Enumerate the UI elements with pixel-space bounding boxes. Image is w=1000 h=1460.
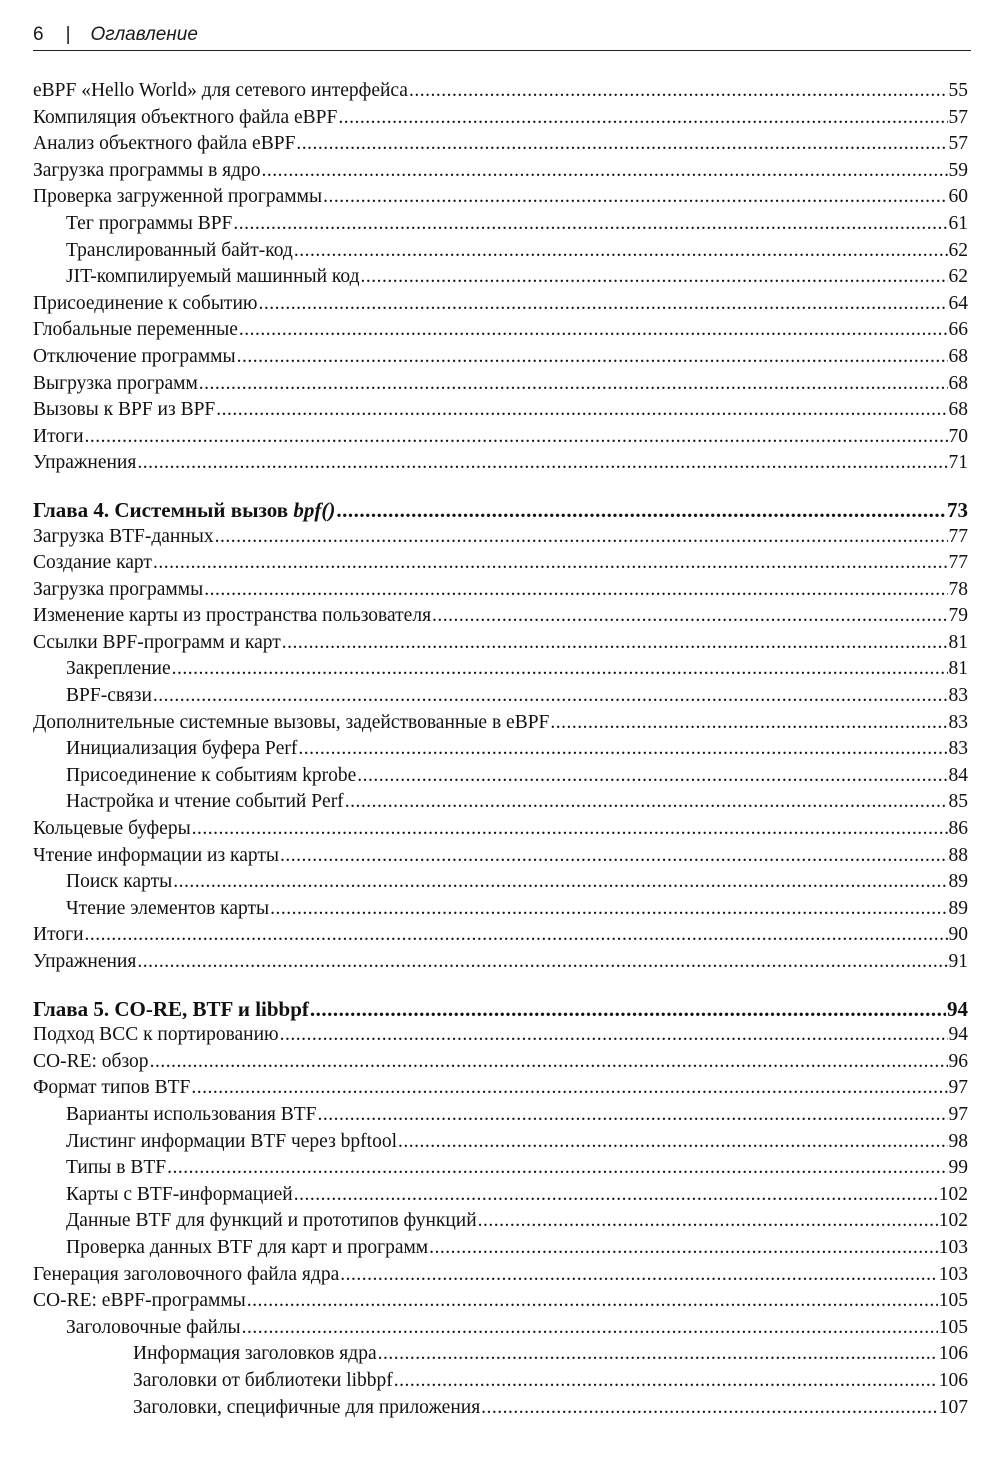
toc-entry[interactable] — [33, 1341, 968, 1368]
toc-entry-title: Дополнительные системные вызовы, задействованные в eBPF — [33, 711, 550, 733]
toc-entry-title: Инициализация буфера Perf — [66, 738, 298, 760]
toc-entry[interactable] — [33, 1368, 968, 1395]
toc-entry-title: Формат типов BTF — [33, 1077, 191, 1099]
dot-leader — [242, 1315, 938, 1342]
dot-leader — [153, 550, 948, 577]
dot-leader — [298, 736, 947, 763]
toc-entry[interactable] — [33, 317, 968, 344]
dot-leader — [216, 397, 947, 424]
toc-entry[interactable] — [33, 397, 968, 424]
toc-entry-title: Отключение программы — [33, 345, 236, 367]
toc-entry[interactable] — [33, 656, 968, 683]
toc-entry-title: Изменение карты из пространства пользователя — [33, 605, 432, 627]
toc-entry-page-number: 77 — [948, 552, 968, 574]
toc-entry-title: Загрузка BTF-данных — [33, 525, 214, 547]
dot-leader — [318, 1102, 948, 1129]
toc-entry-title: Упражнения — [33, 951, 137, 972]
toc-entry-page-number: 68 — [948, 399, 968, 421]
toc-entry-page-number: 103 — [938, 1263, 968, 1285]
toc-entry-title: Подход BCC к портированию — [33, 1024, 279, 1046]
dot-leader — [361, 264, 948, 291]
toc-entry-page-number: 96 — [948, 1050, 968, 1072]
dot-leader — [247, 1288, 938, 1315]
toc-entry-title: Листинг информации BTF через bpftool — [66, 1130, 397, 1152]
toc-entry-title: Вызовы к BPF из BPF — [33, 399, 216, 421]
toc-entry[interactable] — [33, 816, 968, 843]
toc-entry[interactable] — [33, 1129, 968, 1156]
toc-entry-title: Загрузка программы в ядро — [33, 159, 261, 181]
toc-entry[interactable] — [33, 949, 968, 976]
dot-leader — [137, 450, 947, 477]
toc-entry-title: Компиляция объектного файла eBPF — [33, 106, 338, 128]
dot-leader — [150, 1049, 948, 1076]
toc-entry-page-number: 61 — [948, 212, 968, 234]
toc-entry-page-number: 84 — [948, 764, 968, 786]
toc-entry-page-number: 68 — [948, 345, 968, 367]
toc-entry-title: Поиск карты — [66, 871, 173, 893]
toc-entry[interactable] — [33, 450, 968, 477]
toc-entry-title: Кольцевые буферы — [33, 818, 191, 840]
toc-entry-page-number: 77 — [948, 525, 968, 547]
dot-leader — [199, 371, 948, 398]
toc-entry-page-number: 64 — [948, 292, 968, 314]
dot-leader — [310, 996, 946, 1023]
toc-entry[interactable] — [33, 896, 968, 923]
dot-leader — [191, 1075, 947, 1102]
chapter-heading-4[interactable] — [33, 497, 968, 524]
toc-entry-page-number: 105 — [938, 1316, 968, 1338]
chapter-page-number: 73 — [947, 497, 968, 522]
toc-entry[interactable] — [33, 1022, 968, 1049]
toc-entry-title: Информация заголовков ядра — [133, 1343, 377, 1365]
toc-entry[interactable] — [33, 211, 968, 238]
dot-leader — [172, 656, 948, 683]
toc-entry-page-number: 83 — [948, 738, 968, 760]
table-of-contents — [33, 78, 968, 1421]
toc-entry[interactable] — [33, 1049, 968, 1076]
toc-entry[interactable] — [33, 577, 968, 604]
toc-entry-page-number: 81 — [948, 631, 968, 653]
toc-entry[interactable] — [33, 1182, 968, 1209]
dot-leader — [481, 1395, 938, 1422]
toc-entry-title: Создание карт — [33, 552, 152, 574]
toc-entry-page-number: 107 — [938, 1396, 968, 1418]
toc-entry[interactable] — [33, 1262, 968, 1289]
toc-entry-page-number: 71 — [948, 452, 968, 474]
toc-entry-title: Закрепление — [66, 658, 171, 680]
toc-entry[interactable] — [33, 710, 968, 737]
dot-leader — [294, 238, 948, 265]
toc-entry[interactable] — [33, 371, 968, 398]
toc-entry[interactable] — [33, 869, 968, 896]
toc-entry[interactable] — [33, 1075, 968, 1102]
dot-leader — [478, 1208, 938, 1235]
chapter-title: Глава 5. CO-RE, BTF и libbpf — [33, 996, 309, 1021]
toc-entry-title: Присоединение к событию — [33, 292, 258, 314]
toc-entry-title: eBPF «Hello World» для сетевого интерфейса — [33, 80, 408, 101]
toc-entry-page-number: 66 — [948, 319, 968, 341]
toc-entry-page-number: 62 — [948, 239, 968, 261]
dot-leader — [357, 763, 947, 790]
toc-entry[interactable] — [33, 550, 968, 577]
toc-entry-page-number: 60 — [948, 186, 968, 208]
toc-entry-page-number: 79 — [948, 605, 968, 627]
toc-entry[interactable] — [33, 1235, 968, 1262]
toc-entry-page-number: 106 — [938, 1369, 968, 1391]
toc-entry-title: BPF-связи — [66, 685, 152, 707]
toc-entry-page-number: 68 — [948, 372, 968, 394]
toc-section-chapter-5 — [33, 1022, 968, 1421]
toc-entry[interactable] — [33, 1315, 968, 1342]
toc-entry-title: Типы в BTF — [66, 1157, 167, 1179]
toc-entry-title: CO-RE: eBPF-программы — [33, 1290, 246, 1312]
dot-leader — [167, 1155, 947, 1182]
header-rule — [33, 50, 971, 51]
dot-leader — [378, 1341, 938, 1368]
toc-entry-title: Генерация заголовочного файла ядра — [33, 1263, 340, 1285]
toc-entry-title: Транслированный байт-код — [66, 239, 293, 261]
toc-entry-title: Заголовочные файлы — [66, 1316, 241, 1338]
toc-entry[interactable] — [33, 344, 968, 371]
toc-entry-page-number: 102 — [938, 1183, 968, 1205]
dot-leader — [550, 710, 947, 737]
dot-leader — [394, 1368, 938, 1395]
toc-entry-title: Итоги — [33, 425, 84, 447]
toc-entry[interactable] — [33, 1102, 968, 1129]
toc-entry-title: Проверка данных BTF для карт и программ — [66, 1236, 429, 1258]
toc-entry[interactable] — [33, 1208, 968, 1235]
toc-entry[interactable] — [33, 158, 968, 185]
dot-leader — [338, 105, 947, 132]
toc-entry[interactable] — [33, 630, 968, 657]
dot-leader — [296, 131, 947, 158]
toc-entry-page-number: 81 — [948, 658, 968, 680]
dot-leader — [137, 949, 947, 976]
toc-entry-page-number: 57 — [948, 133, 968, 155]
toc-entry-page-number: 97 — [948, 1103, 968, 1125]
toc-entry-page-number: 102 — [938, 1210, 968, 1232]
toc-entry-page-number: 89 — [948, 897, 968, 919]
dot-leader — [192, 816, 948, 843]
dot-leader — [85, 922, 948, 949]
toc-entry-page-number: 103 — [938, 1236, 968, 1258]
toc-entry-page-number: 59 — [948, 159, 968, 181]
toc-entry[interactable] — [33, 78, 968, 105]
toc-entry[interactable] — [33, 603, 968, 630]
toc-entry-title: Чтение информации из карты — [33, 844, 279, 866]
toc-entry-page-number: 86 — [948, 818, 968, 840]
chapter-title-text: Глава 4. Системный вызов — [33, 497, 294, 522]
toc-entry-page-number: 62 — [948, 266, 968, 288]
toc-entry-page-number: 57 — [948, 106, 968, 128]
toc-entry-title: Данные BTF для функций и прототипов функций — [66, 1210, 477, 1232]
toc-entry-title: Ссылки BPF-программ и карт — [33, 631, 281, 653]
toc-entry-title: Настройка и чтение событий Perf — [66, 791, 344, 813]
toc-entry[interactable] — [33, 105, 968, 132]
toc-entry-page-number: 106 — [938, 1343, 968, 1365]
toc-entry[interactable] — [33, 922, 968, 949]
dot-leader — [323, 184, 947, 211]
dot-leader — [173, 869, 947, 896]
dot-leader — [233, 211, 947, 238]
chapter-heading-5[interactable] — [33, 996, 968, 1023]
dot-leader — [153, 683, 948, 710]
toc-entry[interactable] — [33, 291, 968, 318]
toc-section-continuation — [33, 78, 968, 477]
toc-entry-title: CO-RE: обзор — [33, 1050, 149, 1072]
dot-leader — [215, 524, 948, 551]
toc-entry[interactable] — [33, 424, 968, 451]
dot-leader — [239, 317, 948, 344]
toc-entry[interactable] — [33, 789, 968, 816]
toc-entry-page-number: 98 — [948, 1130, 968, 1152]
running-title: Оглавление — [90, 24, 198, 45]
dot-leader — [294, 1182, 938, 1209]
toc-entry-title: Чтение элементов карты — [66, 897, 270, 919]
toc-entry-title: Анализ объектного файла eBPF — [33, 133, 296, 155]
toc-entry-title: Глобальные переменные — [33, 319, 238, 341]
toc-entry[interactable] — [33, 843, 968, 870]
toc-entry-page-number: 88 — [948, 844, 968, 866]
toc-entry-page-number: 91 — [948, 951, 968, 972]
toc-entry-page-number: 83 — [948, 711, 968, 733]
toc-entry-page-number: 70 — [948, 425, 968, 447]
dot-leader — [280, 1022, 948, 1049]
running-header — [33, 22, 971, 48]
toc-entry-page-number: 78 — [948, 578, 968, 600]
toc-entry[interactable] — [33, 1395, 968, 1422]
toc-entry[interactable] — [33, 524, 968, 551]
toc-entry[interactable] — [33, 131, 968, 158]
dot-leader — [204, 577, 947, 604]
toc-entry-title: Упражнения — [33, 452, 137, 474]
dot-leader — [270, 896, 947, 923]
toc-entry-title: Варианты использования BTF — [66, 1103, 317, 1125]
dot-leader — [398, 1129, 948, 1156]
toc-entry-page-number: 105 — [938, 1290, 968, 1312]
toc-entry[interactable] — [33, 184, 968, 211]
toc-entry[interactable] — [33, 763, 968, 790]
toc-entry[interactable] — [33, 1288, 968, 1315]
toc-entry-title: Заголовки, специфичные для приложения — [133, 1396, 481, 1418]
dot-leader — [429, 1235, 938, 1262]
toc-entry[interactable] — [33, 264, 968, 291]
header-separator: | — [65, 24, 71, 45]
toc-entry-title: Присоединение к событиям kprobe — [66, 764, 357, 786]
toc-entry-title: Выгрузка программ — [33, 372, 198, 394]
toc-entry-title: Проверка загруженной программы — [33, 186, 323, 208]
dot-leader — [237, 344, 948, 371]
dot-leader — [336, 497, 946, 524]
dot-leader — [282, 630, 948, 657]
toc-entry-title: Загрузка программы — [33, 578, 204, 600]
toc-entry-page-number: 89 — [948, 871, 968, 893]
dot-leader — [345, 789, 948, 816]
toc-entry-page-number: 97 — [948, 1077, 968, 1099]
toc-entry-page-number: 83 — [948, 685, 968, 707]
toc-entry-title: Тег программы BPF — [66, 212, 233, 234]
toc-entry-title: Заголовки от библиотеки libbpf — [133, 1369, 393, 1391]
chapter-page-number: 94 — [947, 996, 968, 1021]
chapter-title — [33, 497, 335, 524]
toc-entry[interactable] — [33, 1155, 968, 1182]
page-number: 6 — [33, 24, 44, 45]
dot-leader — [432, 603, 947, 630]
dot-leader — [340, 1262, 938, 1289]
toc-entry-page-number: 90 — [948, 924, 968, 946]
chapter-title-italic: bpf() — [293, 497, 336, 522]
toc-entry-title: Итоги — [33, 924, 84, 946]
toc-entry[interactable] — [33, 683, 968, 710]
dot-leader — [258, 291, 947, 318]
dot-leader — [262, 158, 948, 185]
toc-entry-title: JIT-компилируемый машинный код — [66, 266, 360, 288]
toc-entry-page-number: 55 — [948, 80, 968, 101]
toc-section-chapter-4 — [33, 524, 968, 976]
toc-entry[interactable] — [33, 736, 968, 763]
toc-entry-page-number: 99 — [948, 1157, 968, 1179]
toc-entry-page-number: 94 — [948, 1024, 968, 1046]
toc-entry-title: Карты с BTF-информацией — [66, 1183, 293, 1205]
dot-leader — [280, 843, 948, 870]
toc-entry[interactable] — [33, 238, 968, 265]
dot-leader — [85, 424, 948, 451]
toc-entry-page-number: 85 — [948, 791, 968, 813]
dot-leader — [409, 78, 948, 105]
